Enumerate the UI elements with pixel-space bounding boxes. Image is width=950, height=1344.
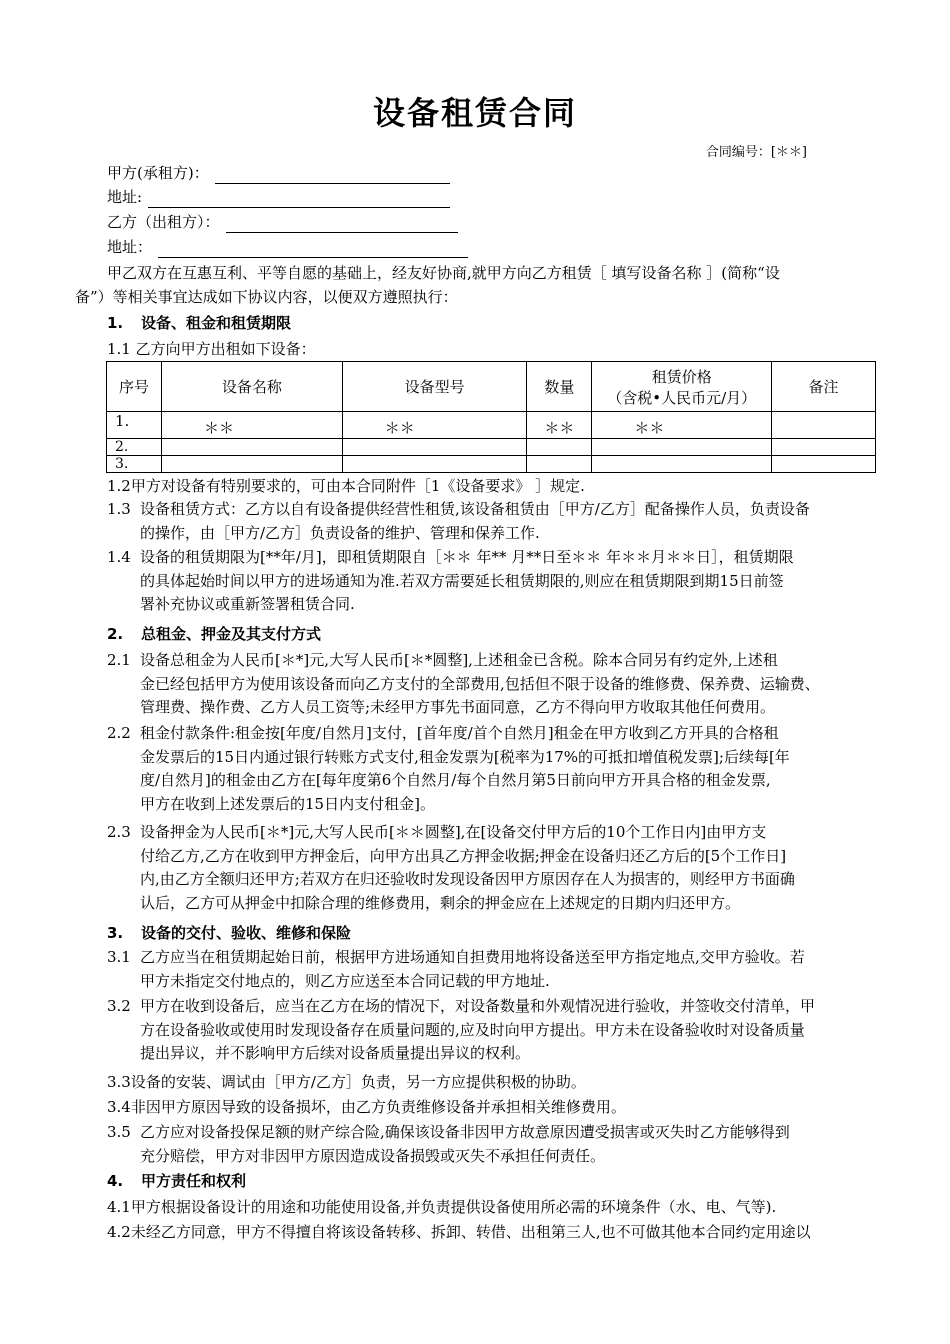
section-3-heading <box>107 922 351 944</box>
table-row <box>107 456 876 473</box>
section-4-number: 4. <box>107 1172 124 1190</box>
line: 设备押金为人民币[＊*]元,大写人民币[＊＊圆整],在[设备交付甲方后的10个工作日内]由甲方支 <box>140 823 767 841</box>
table-cell: ＊＊ <box>342 412 527 439</box>
section-3-number: 3. <box>107 924 124 942</box>
party-a-address-blank[interactable] <box>148 191 450 208</box>
line: 乙方应对设备投保足额的财产综合险,确保该设备非因甲方故意原因遭受损害或灭失时乙方能够得到 <box>140 1123 790 1141</box>
item-number: 2.1 <box>107 651 131 669</box>
item-4-2: 4.2未经乙方同意，甲方不得擅自将该设备转移、拆卸、转借、出租第三人,也不可做其他本合同约定用途以 <box>107 1223 811 1241</box>
item-text <box>107 498 882 545</box>
section-3-title: 设备的交付、验收、维修和保险 <box>141 924 352 942</box>
col-header-price-line2: （含税•人民币元/月） <box>607 388 757 407</box>
table-cell <box>161 439 342 456</box>
line: 租金付款条件:租金按[年度/自然月]支付，[首年度/首个自然月]租金在甲方收到乙方开具的合格租 <box>140 724 779 742</box>
line: 署补充协议或重新签署租赁合同. <box>140 595 355 613</box>
item-number: 3.2 <box>107 997 131 1015</box>
table-cell: 1. <box>107 412 162 439</box>
line: 乙方应当在租赁期起始日前，根据甲方进场通知自担费用地将设备送至甲方指定地点,交甲方验收。若 <box>140 948 805 966</box>
line: 设备总租金为人民币[＊*]元,大写人民币[＊*圆整],上述租金已含税。除本合同另有约定外,上述租 <box>140 651 778 669</box>
line: 管理费、操作费、乙方人员工资等;未经甲方事先书面同意，乙方不得向甲方收取其他任何费用。 <box>140 698 776 716</box>
table-cell: 2. <box>107 439 162 456</box>
item-1-2: 1.2甲方对设备有特别要求的，可由本合同附件［1《设备要求》 ］规定. <box>107 477 585 495</box>
item-number: 2.3 <box>107 823 131 841</box>
party-a-address-label: 地址: <box>107 188 143 206</box>
line: 金发票后的15日内通过银行转账方式支付,租金发票为[税率为17%的可抵扣增值税发票];后续每[年 <box>140 747 790 766</box>
party-a <box>107 162 450 184</box>
item-1-3 <box>107 498 882 545</box>
party-a-blank[interactable] <box>215 167 450 184</box>
table-cell <box>161 456 342 473</box>
table-cell <box>772 456 876 473</box>
table-cell <box>592 439 772 456</box>
item-text <box>107 946 882 993</box>
col-header: 设备型号 <box>342 362 527 412</box>
equipment-table <box>106 361 876 473</box>
item-3-3: 3.3设备的安装、调试由［甲方/乙方］负责，另一方应提供积极的协助。 <box>107 1073 586 1091</box>
col-header: 序号 <box>107 362 162 412</box>
line: 设备的租赁期限为[**年/月]，即租赁期限自［＊＊ 年** 月**日至＊＊ 年＊＊月＊＊日］，租赁期限 <box>140 548 794 566</box>
table-row <box>107 439 876 456</box>
table-cell <box>342 439 527 456</box>
section-4-title: 甲方责任和权利 <box>141 1172 247 1190</box>
item-number: 1.4 <box>107 548 131 566</box>
section-2-number: 2. <box>107 625 124 643</box>
item-2-3 <box>107 821 882 915</box>
line: 的具体起始时间以甲方的进场通知为准.若双方需要延长租赁期限的,则应在租赁期限到期15日前签 <box>140 571 784 590</box>
item-3-5 <box>107 1121 882 1168</box>
col-header-price-line1: 租赁价格 <box>651 367 712 386</box>
item-number: 1.3 <box>107 500 131 518</box>
line: 甲方在收到设备后，应当在乙方在场的情况下，对设备数量和外观情况进行验收，并签收交付清单，甲 <box>140 997 816 1015</box>
table-cell <box>527 439 592 456</box>
party-b-blank[interactable] <box>226 216 458 233</box>
section-1-title: 设备、租金和租赁期限 <box>141 314 292 332</box>
line: 认后，乙方可从押金中扣除合理的维修费用，剩余的押金应在上述规定的日期内归还甲方。 <box>140 893 741 912</box>
line: 甲方未指定交付地点的，则乙方应送至本合同记载的甲方地址. <box>140 971 550 990</box>
party-b-address <box>107 236 468 258</box>
line: 度/自然月]的租金由乙方在[每年度第6个自然月/每个自然月第5日前向甲方开具合格的租金发票, <box>140 771 771 789</box>
table-cell: 3. <box>107 456 162 473</box>
col-header: 备注 <box>772 362 876 412</box>
item-text <box>107 546 882 617</box>
item-text <box>107 995 882 1066</box>
item-2-1 <box>107 649 882 720</box>
item-number: 2.2 <box>107 724 131 742</box>
table-row <box>107 412 876 439</box>
section-2-title: 总租金、押金及其支付方式 <box>141 625 322 643</box>
line: 甲方在收到上述发票后的15日内支付租金]。 <box>140 794 435 813</box>
item-text <box>107 649 882 720</box>
item-number: 3.1 <box>107 948 131 966</box>
intro-line-2: 备”）等相关事宜达成如下协议内容，以便双方遵照执行： <box>75 288 458 306</box>
section-4-heading <box>107 1170 246 1192</box>
col-header: 数量 <box>527 362 592 412</box>
col-header: 设备名称 <box>161 362 342 412</box>
line: 的操作，由［甲方/乙方］负责设备的维护、管理和保养工作. <box>140 523 540 542</box>
line: 提出异议，并不影响甲方后续对设备质量提出异议的权利。 <box>140 1044 531 1062</box>
section-1-number: 1. <box>107 314 124 332</box>
party-b <box>107 211 458 233</box>
party-b-label: 乙方（出租方）： <box>107 213 220 231</box>
line: 设备租赁方式：乙方以自有设备提供经营性租赁,该设备租赁由［甲方/乙方］配备操作人员，负责设备 <box>140 500 810 518</box>
line: 金已经包括甲方为使用该设备而向乙方支付的全部费用,包括但不限于设备的维修费、保养费、运输费、 <box>140 674 820 693</box>
table-cell: ＊＊ <box>527 412 592 439</box>
table-cell <box>592 456 772 473</box>
party-b-address-label: 地址： <box>107 238 153 256</box>
item-text <box>107 1121 882 1168</box>
party-a-address <box>107 186 450 208</box>
table-cell <box>527 456 592 473</box>
table-cell: ＊＊ <box>592 412 772 439</box>
item-text <box>107 722 882 816</box>
item-1-4 <box>107 546 882 617</box>
table-cell <box>772 439 876 456</box>
contract-number: 合同编号：[＊＊] <box>705 145 807 160</box>
page-title: 设备租赁合同 <box>372 94 577 132</box>
item-text <box>107 821 882 915</box>
party-b-address-blank[interactable] <box>158 241 468 258</box>
table-cell <box>772 412 876 439</box>
item-4-1: 4.1甲方根据设备设计的用途和功能使用设备,并负责提供设备使用所必需的环境条件（水、电、气等). <box>107 1198 777 1216</box>
line: 充分赔偿，甲方对非因甲方原因造成设备损毁或灭失不承担任何责任。 <box>140 1146 606 1165</box>
section-1-heading <box>107 312 291 334</box>
item-number: 3.5 <box>107 1123 131 1141</box>
table-cell <box>342 456 527 473</box>
intro-line-1: 甲乙双方在互惠互利、平等自愿的基础上，经友好协商,就甲方向乙方租赁［ 填写设备名称 ］(简称“设 <box>107 264 780 282</box>
item-3-2 <box>107 995 882 1066</box>
col-header-price <box>592 362 772 412</box>
item-2-2 <box>107 722 882 816</box>
table-cell: ＊＊ <box>161 412 342 439</box>
line: 付给乙方,乙方在收到甲方押金后，向甲方出具乙方押金收据;押金在设备归还乙方后的[5个工作日] <box>140 846 787 865</box>
table-header-row <box>107 362 876 412</box>
item-3-1 <box>107 946 882 993</box>
party-a-label: 甲方(承租方)： <box>107 164 209 182</box>
item-1-1: 1.1 乙方向甲方出租如下设备： <box>107 340 316 358</box>
section-2-heading <box>107 623 321 645</box>
item-3-4: 3.4非因甲方原因导致的设备损坏，由乙方负责维修设备并承担相关维修费用。 <box>107 1098 626 1116</box>
line: 内,由乙方全额归还甲方;若双方在归还验收时发现设备因甲方原因存在人为损害的，则经甲方书面确 <box>140 870 795 888</box>
line: 方在设备验收或使用时发现设备存在质量问题的,应及时向甲方提出。甲方未在设备验收时对设备质量 <box>140 1020 805 1039</box>
